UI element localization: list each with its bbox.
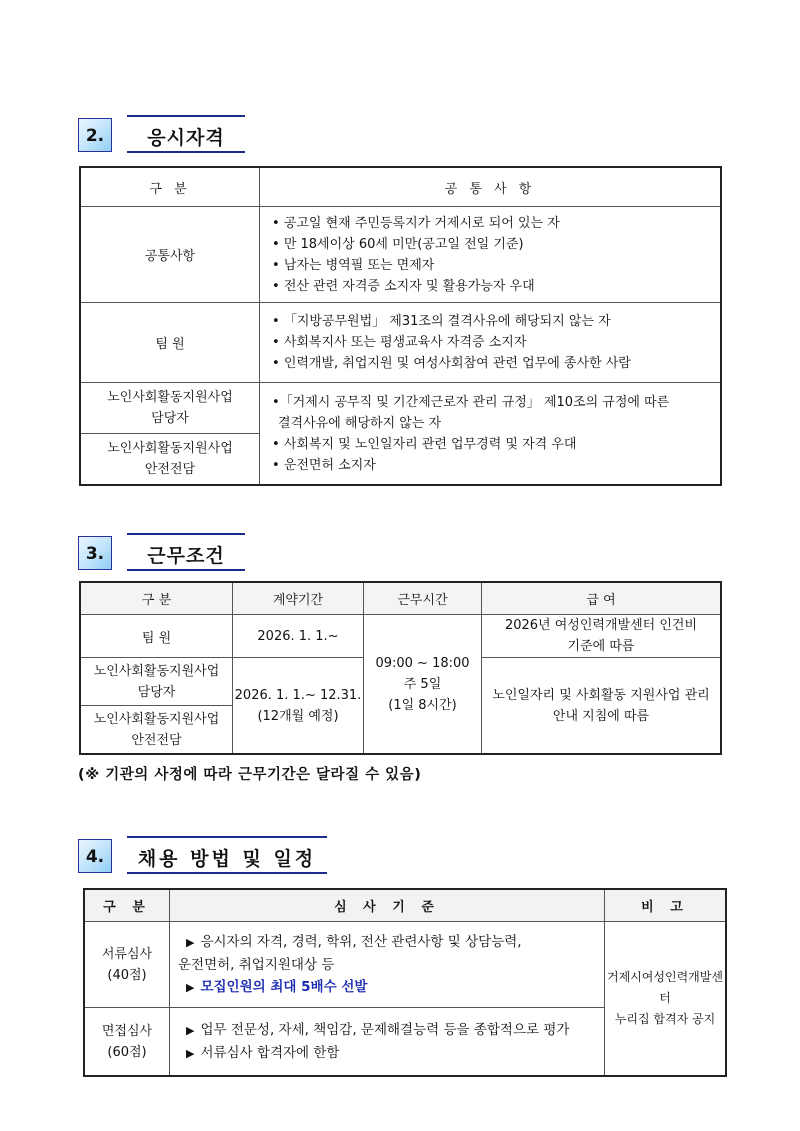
bullet-icon: • xyxy=(272,457,280,473)
common-requirements: • 공고일 현재 주민등록지가 거제시로 되어 있는 자 • 만 18세이상 60세 미만(공고일 전일 기준) • 남자는 병역필 또는 면제자 • 전산 관련 자격증 소지자 및 활용가능자 우대 xyxy=(260,207,721,303)
triangle-bullet-icon: ▶ xyxy=(186,1023,195,1037)
senior-pay: 노인일자리 및 사회활동 지원사업 관리 안내 지침에 따름 xyxy=(482,658,721,754)
row-label-team: 팀 원 xyxy=(81,303,260,383)
work-period-note: (※ 기관의 사정에 따라 근무기간은 달라질 수 있음) xyxy=(78,767,422,783)
bullet-icon: • xyxy=(272,314,280,329)
bullet-icon: • xyxy=(272,356,280,371)
team-period: 2026. 1. 1.~ xyxy=(233,615,364,658)
col-header-pay: 급 여 xyxy=(482,583,721,615)
highlight-text: 모집인원의 최대 5배수 선발 xyxy=(200,978,368,995)
triangle-bullet-icon: ▶ xyxy=(186,980,195,994)
bullet-icon: • xyxy=(272,394,280,410)
eligibility-table xyxy=(80,167,721,485)
senior-requirements: •「거제시 공무직 및 기간제근로자 관리 규정」 제10조의 규정에 따른 결격사유에 해당하지 않는 자 • 사회복지 및 노인일자리 관련 업무경력 및 자격 우대 • 운전면허 소지자 xyxy=(260,383,721,485)
selection-method-table xyxy=(84,889,726,1076)
section-title: 응시자격 xyxy=(147,127,225,149)
section-number-badge: 3. xyxy=(78,536,112,570)
section-title: 근무조건 xyxy=(147,545,225,567)
row-label-senior-manager: 노인사회활동지원사업 담당자 xyxy=(81,383,260,434)
section-title-frame xyxy=(127,836,327,874)
team-pay: 2026년 여성인력개발센터 인건비 기준에 따름 xyxy=(482,615,721,658)
interview-criteria: ▶ 업무 전문성, 자세, 책임감, 문제해결능력 등을 종합적으로 평가 ▶ 서류심사 합격자에 한함 xyxy=(170,1008,605,1076)
row-label-interview: 면접심사 (60점) xyxy=(85,1008,170,1076)
work-conditions-table xyxy=(80,582,721,754)
bullet-icon: • xyxy=(272,335,280,350)
section-title-frame xyxy=(127,533,245,571)
row-label-team: 팀 원 xyxy=(81,615,233,658)
document-review-criteria: ▶ 응시자의 자격, 경력, 학위, 전산 관련사항 및 상담능력, 운전면허, 취업지원대상 등 ▶ 모집인원의 최대 5배수 선발 xyxy=(170,922,605,1008)
col-header-criteria: 심 사 기 준 xyxy=(170,890,605,922)
remarks: 거제시여성인력개발센터 누리집 합격자 공지 xyxy=(605,922,726,1076)
row-label-senior-safety: 노인사회활동지원사업 안전전담 xyxy=(81,706,233,754)
triangle-bullet-icon: ▶ xyxy=(186,1046,195,1060)
triangle-bullet-icon: ▶ xyxy=(186,935,195,949)
col-header-category: 구 분 xyxy=(85,890,170,922)
section-title: 채용 방법 및 일정 xyxy=(137,848,317,870)
team-requirements: • 「지방공무원법」 제31조의 결격사유에 해당되지 않는 자 • 사회복지사 또는 평생교육사 자격증 소지자 • 인력개발, 취업지원 및 여성사회참여 관련 업무에 종사한 사람 xyxy=(260,303,721,383)
bullet-icon: • xyxy=(272,236,280,252)
col-header-category: 구 분 xyxy=(81,168,260,207)
col-header-category: 구 분 xyxy=(81,583,233,615)
bullet-icon: • xyxy=(272,278,280,294)
section-number-badge: 4. xyxy=(78,839,112,873)
bullet-icon: • xyxy=(272,436,280,452)
col-header-common: 공 통 사 항 xyxy=(260,168,721,207)
col-header-period: 계약기간 xyxy=(233,583,364,615)
row-label-senior-safety: 노인사회활동지원사업 안전전담 xyxy=(81,434,260,485)
bullet-icon: • xyxy=(272,257,280,273)
col-header-remarks: 비 고 xyxy=(605,890,726,922)
senior-period: 2026. 1. 1.~ 12.31. (12개월 예정) xyxy=(233,658,364,754)
section-title-frame xyxy=(127,115,245,153)
col-header-hours: 근무시간 xyxy=(364,583,482,615)
work-hours: 09:00 ~ 18:00 주 5일 (1일 8시간) xyxy=(364,615,482,754)
row-label-common: 공통사항 xyxy=(81,207,260,303)
bullet-icon: • xyxy=(272,215,280,231)
row-label-document-review: 서류심사 (40점) xyxy=(85,922,170,1008)
row-label-senior-manager: 노인사회활동지원사업 담당자 xyxy=(81,658,233,706)
section-number-badge: 2. xyxy=(78,118,112,152)
